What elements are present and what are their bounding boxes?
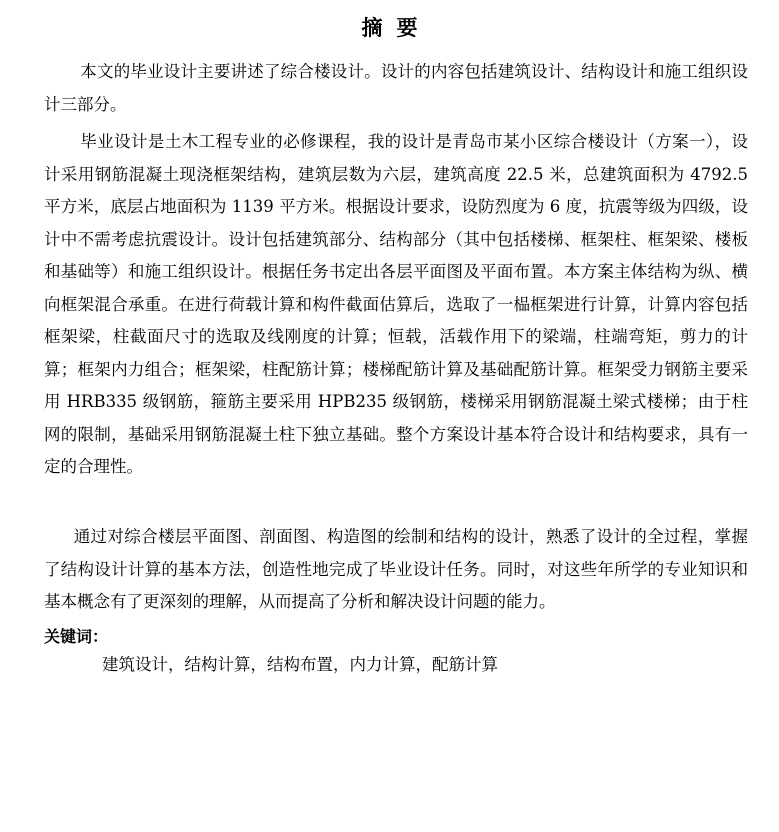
abstract-paragraph-2: 毕业设计是土木工程专业的必修课程，我的设计是青岛市某小区综合楼设计（方案一），设计采用钢筋混凝土现浇框架结构，建筑层数为六层，建筑高度 22.5 米，总建筑面积为 4792.5 平方米，底层占地面积为 1139 平方米。根据设计要求，设防烈度为 6 度，抗震等级为四级，设计中不需考虑抗震设计。设计包括建筑部分、结构部分（其中包括楼梯、框架柱、框架梁、楼板和基础等）和施工组织设计。根据任务书定出各层平面图及平面布置。本方案主体结构为纵、横向框架混合承重。在进行荷载计算和构件截面估算后，选取了一榀框架进行计算，计算内容包括框架梁，柱截面尺寸的选取及线刚度的计算；恒载，活载作用下的梁端，柱端弯矩，剪力的计算；框架内力组合；框架梁，柱配筋计算；楼梯配筋计算及基础配筋计算。框架受力钢筋主要采用 HRB335 级钢筋，箍筋主要采用 HPB235 级钢筋，楼梯采用钢筋混凝土梁式楼梯；由于柱网的限制，基础采用钢筋混凝土柱下独立基础。整个方案设计基本符合设计和结构要求，具有一定的合理性。 — [44, 132, 748, 476]
abstract-paragraph-1: 本文的毕业设计主要讲述了综合楼设计。设计的内容包括建筑设计、结构设计和施工组织设计三部分。 — [44, 62, 748, 114]
keywords-text: 建筑设计，结构计算，结构布置，内力计算，配筋计算 — [102, 655, 498, 674]
keywords-label: 关键词： — [44, 627, 109, 646]
abstract-paragraph-3: 通过对综合楼层平面图、剖面图、构造图的绘制和结构的设计，熟悉了设计的全过程，掌握了结构设计计算的基本方法，创造性地完成了毕业设计任务。同时，对这些年所学的专业知识和基本概念有了更深刻的理解，从而提高了分析和解决设计问题的能力。 — [44, 527, 748, 611]
abstract-title: 摘要 — [361, 16, 432, 40]
